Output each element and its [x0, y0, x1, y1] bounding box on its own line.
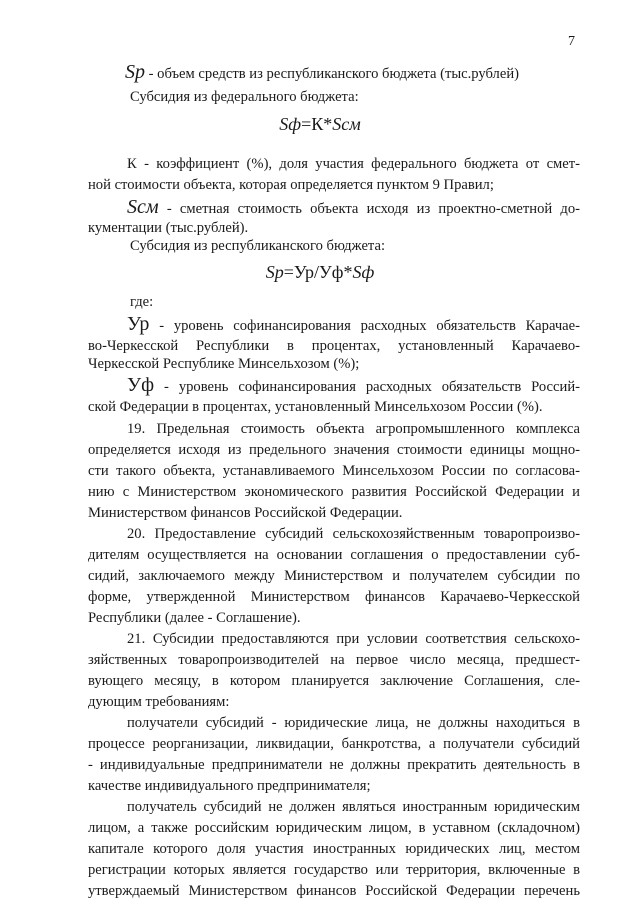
page-number: 7 — [568, 34, 575, 49]
text-line: ской Федерации в процентах, установленный Минсельхозом России (%). — [88, 399, 543, 415]
text-line: регистрации которых является государство или территория, включенные в — [88, 862, 580, 878]
text-line: дующим требованиям: — [88, 694, 230, 710]
text-line: качестве индивидуального предпринимателя; — [88, 778, 371, 794]
symbol: Sp — [125, 61, 145, 83]
text-line: Министерством финансов Российской Федерации. — [88, 505, 403, 521]
text-line: вующего месяцу, в котором планируется заключение Соглашения, сле- — [88, 673, 580, 689]
text-line: ной стоимости объекта, которая определяется пунктом 9 Правил; — [88, 177, 494, 193]
text-line: процессе реорганизации, ликвидации, банкротства, а получатели субсидий — [88, 736, 580, 752]
text-line: Субсидия из федерального бюджета: — [130, 89, 359, 105]
text-line: Субсидия из республиканского бюджета: — [130, 238, 386, 254]
text-line: дителям осуществляется на основании соглашения о предоставлении суб- — [88, 547, 580, 563]
text-line: определяется исходя из предельного значения стоимости единицы мощно- — [88, 442, 580, 458]
text-line: - индивидуальные предприниматели не должны прекратить деятельность в — [88, 757, 580, 773]
formula-republic: Sp=Ур/Уф*Sф — [265, 262, 375, 282]
text-line: Ур - уровень софинансирования расходных обязательств Карачае- — [127, 313, 580, 335]
text-line: сидий, заключаемого между Министерством и получателем субсидии по — [88, 568, 580, 584]
formula-federal: Sф=К*Scм — [279, 114, 361, 134]
text-line: 20. Предоставление субсидий сельскохозяйственным товаропроизво- — [127, 526, 580, 542]
text-line: нию с Министерством экономического развития Российской Федерации и — [88, 484, 580, 500]
text-line: Scм - сметная стоимость объекта исходя из проектно-сметной до- — [127, 196, 580, 218]
text-line: получатель субсидий не должен являться иностранным юридическим — [127, 799, 580, 815]
text-line: 19. Предельная стоимость объекта агропромышленного комплекса — [127, 421, 580, 437]
text-line: Sp - объем средств из республиканского бюджета (тыс.рублей) — [125, 61, 519, 83]
text-line: где: — [130, 294, 154, 310]
text-line: сти такого объекта, устанавливаемого Минсельхозом России по согласова- — [88, 463, 580, 479]
text-line: зяйственных товаропроизводителей на первое число месяца, предшест- — [88, 652, 580, 668]
text-line: кументации (тыс.рублей). — [88, 220, 249, 236]
text-line: лицом, а также российским юридическим лицом, в уставном (складочном) — [88, 820, 580, 836]
text-line: получатели субсидий - юридические лица, не должны находиться в — [127, 715, 580, 731]
text-line: 21. Субсидии предоставляются при условии соответствия сельскохо- — [127, 631, 580, 647]
text-line: Уф - уровень софинансирования расходных обязательств Россий- — [127, 374, 580, 396]
text-line: Республики (далее - Соглашение). — [88, 610, 301, 626]
text-line: Черкесской Республике Минсельхозом (%); — [88, 356, 360, 372]
text-line: во-Черкесской Республики в процентах, установленный Карачаево- — [88, 338, 580, 354]
text-line: утверждаемый Министерством финансов Российской Федерации перечень — [88, 883, 580, 899]
text-line: капитале которого доля участия иностранных юридических лиц, местом — [88, 841, 580, 857]
text-line: К - коэффициент (%), доля участия федерального бюджета от смет- — [127, 156, 580, 172]
text-line: форме, утвержденной Министерством финансов Карачаево-Черкесской — [88, 589, 580, 605]
